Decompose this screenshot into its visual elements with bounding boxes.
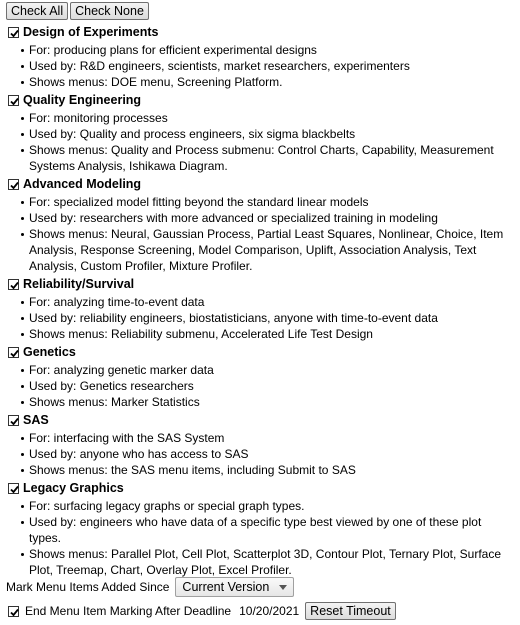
list-item: Used by: R&D engineers, scientists, market researchers, experimenters: [20, 58, 516, 74]
list-item: For: monitoring processes: [20, 110, 516, 126]
deadline-label: End Menu Item Marking After Deadline: [25, 604, 232, 618]
list-item: Shows menus: Parallel Plot, Cell Plot, Scatterplot 3D, Contour Plot, Ternary Plot, Surface Plot, Treemap, Chart, Overlay Plot, Excel Profiler.: [20, 546, 516, 578]
list-item: For: specialized model fitting beyond the standard linear models: [20, 194, 516, 210]
section-items: [8, 194, 516, 274]
list-item: Shows menus: DOE menu, Screening Platform.: [20, 74, 516, 90]
list-item: For: producing plans for efficient experimental designs: [20, 42, 516, 58]
list-item: Used by: engineers who have data of a specific type best viewed by one of these plot types.: [20, 514, 516, 546]
section-items: [8, 430, 516, 478]
list-item: Used by: Quality and process engineers, six sigma blackbelts: [20, 126, 516, 142]
list-item: For: interfacing with the SAS System: [20, 430, 516, 446]
checkmark-icon: [9, 96, 20, 107]
section-checkbox[interactable]: [8, 279, 19, 290]
section-checkbox[interactable]: [8, 415, 19, 426]
top-toolbar: [6, 2, 149, 20]
chevron-down-icon: [279, 585, 287, 590]
section-sas: [8, 412, 516, 478]
mark-since-row: [6, 577, 294, 597]
checkmark-icon: [9, 280, 20, 291]
mark-since-label: Mark Menu Items Added Since: [6, 580, 170, 594]
section-title: Genetics: [23, 345, 76, 359]
list-item: For: analyzing genetic marker data: [20, 362, 516, 378]
section-checkbox[interactable]: [8, 27, 19, 38]
list-item: Used by: researchers with more advanced or specialized training in modeling: [20, 210, 516, 226]
section-checkbox[interactable]: [8, 483, 19, 494]
checkmark-icon: [9, 607, 20, 618]
reset-timeout-button[interactable]: Reset Timeout: [305, 602, 396, 620]
section-advanced-modeling: [8, 176, 516, 274]
section-title: Quality Engineering: [23, 93, 142, 107]
list-item: Shows menus: Quality and Process submenu: Control Charts, Capability, Measurement Systems Analysis, Ishikawa Diagram.: [20, 142, 516, 174]
section-checkbox[interactable]: [8, 95, 19, 106]
section-quality-engineering: [8, 92, 516, 174]
list-item: Shows menus: Neural, Gaussian Process, Partial Least Squares, Nonlinear, Choice, Item Analysis, Response Screening, Model Comparison, Uplift, Association Analysis, Text Analysis, Custom Profiler, Mixture Profiler.: [20, 226, 516, 274]
section-checkbox[interactable]: [8, 347, 19, 358]
section-legacy-graphics: [8, 480, 516, 578]
section-header: [8, 344, 516, 360]
sections-list: [8, 22, 516, 578]
section-title: Reliability/Survival: [23, 277, 135, 291]
list-item: For: analyzing time-to-event data: [20, 294, 516, 310]
deadline-checkbox[interactable]: [8, 606, 19, 617]
check-none-button[interactable]: Check None: [70, 2, 149, 20]
section-header: [8, 480, 516, 496]
section-items: [8, 362, 516, 410]
check-all-button[interactable]: Check All: [6, 2, 68, 20]
deadline-date: 10/20/2021: [239, 604, 300, 618]
section-checkbox[interactable]: [8, 179, 19, 190]
section-header: [8, 92, 516, 108]
version-select[interactable]: [175, 577, 294, 597]
list-item: Shows menus: the SAS menu items, including Submit to SAS: [20, 462, 516, 478]
version-select-value: Current Version: [182, 580, 270, 594]
list-item: For: surfacing legacy graphs or special graph types.: [20, 498, 516, 514]
section-items: [8, 110, 516, 174]
list-item: Used by: Genetics researchers: [20, 378, 516, 394]
section-items: [8, 294, 516, 342]
section-header: [8, 412, 516, 428]
list-item: Shows menus: Reliability submenu, Accelerated Life Test Design: [20, 326, 516, 342]
checkmark-icon: [9, 28, 20, 39]
section-title: Design of Experiments: [23, 25, 159, 39]
list-item: Shows menus: Marker Statistics: [20, 394, 516, 410]
checkmark-icon: [9, 484, 20, 495]
checkmark-icon: [9, 348, 20, 359]
section-title: Advanced Modeling: [23, 177, 142, 191]
section-items: [8, 42, 516, 90]
deadline-row: [8, 602, 396, 620]
section-header: [8, 276, 516, 292]
section-reliability-survival: [8, 276, 516, 342]
list-item: Used by: reliability engineers, biostatisticians, anyone with time-to-event data: [20, 310, 516, 326]
section-header: [8, 24, 516, 40]
checkmark-icon: [9, 180, 20, 191]
checkmark-icon: [9, 416, 20, 427]
section-title: Legacy Graphics: [23, 481, 124, 495]
section-header: [8, 176, 516, 192]
section-items: [8, 498, 516, 578]
section-design-of-experiments: [8, 24, 516, 90]
section-title: SAS: [23, 413, 49, 427]
section-genetics: [8, 344, 516, 410]
list-item: Used by: anyone who has access to SAS: [20, 446, 516, 462]
